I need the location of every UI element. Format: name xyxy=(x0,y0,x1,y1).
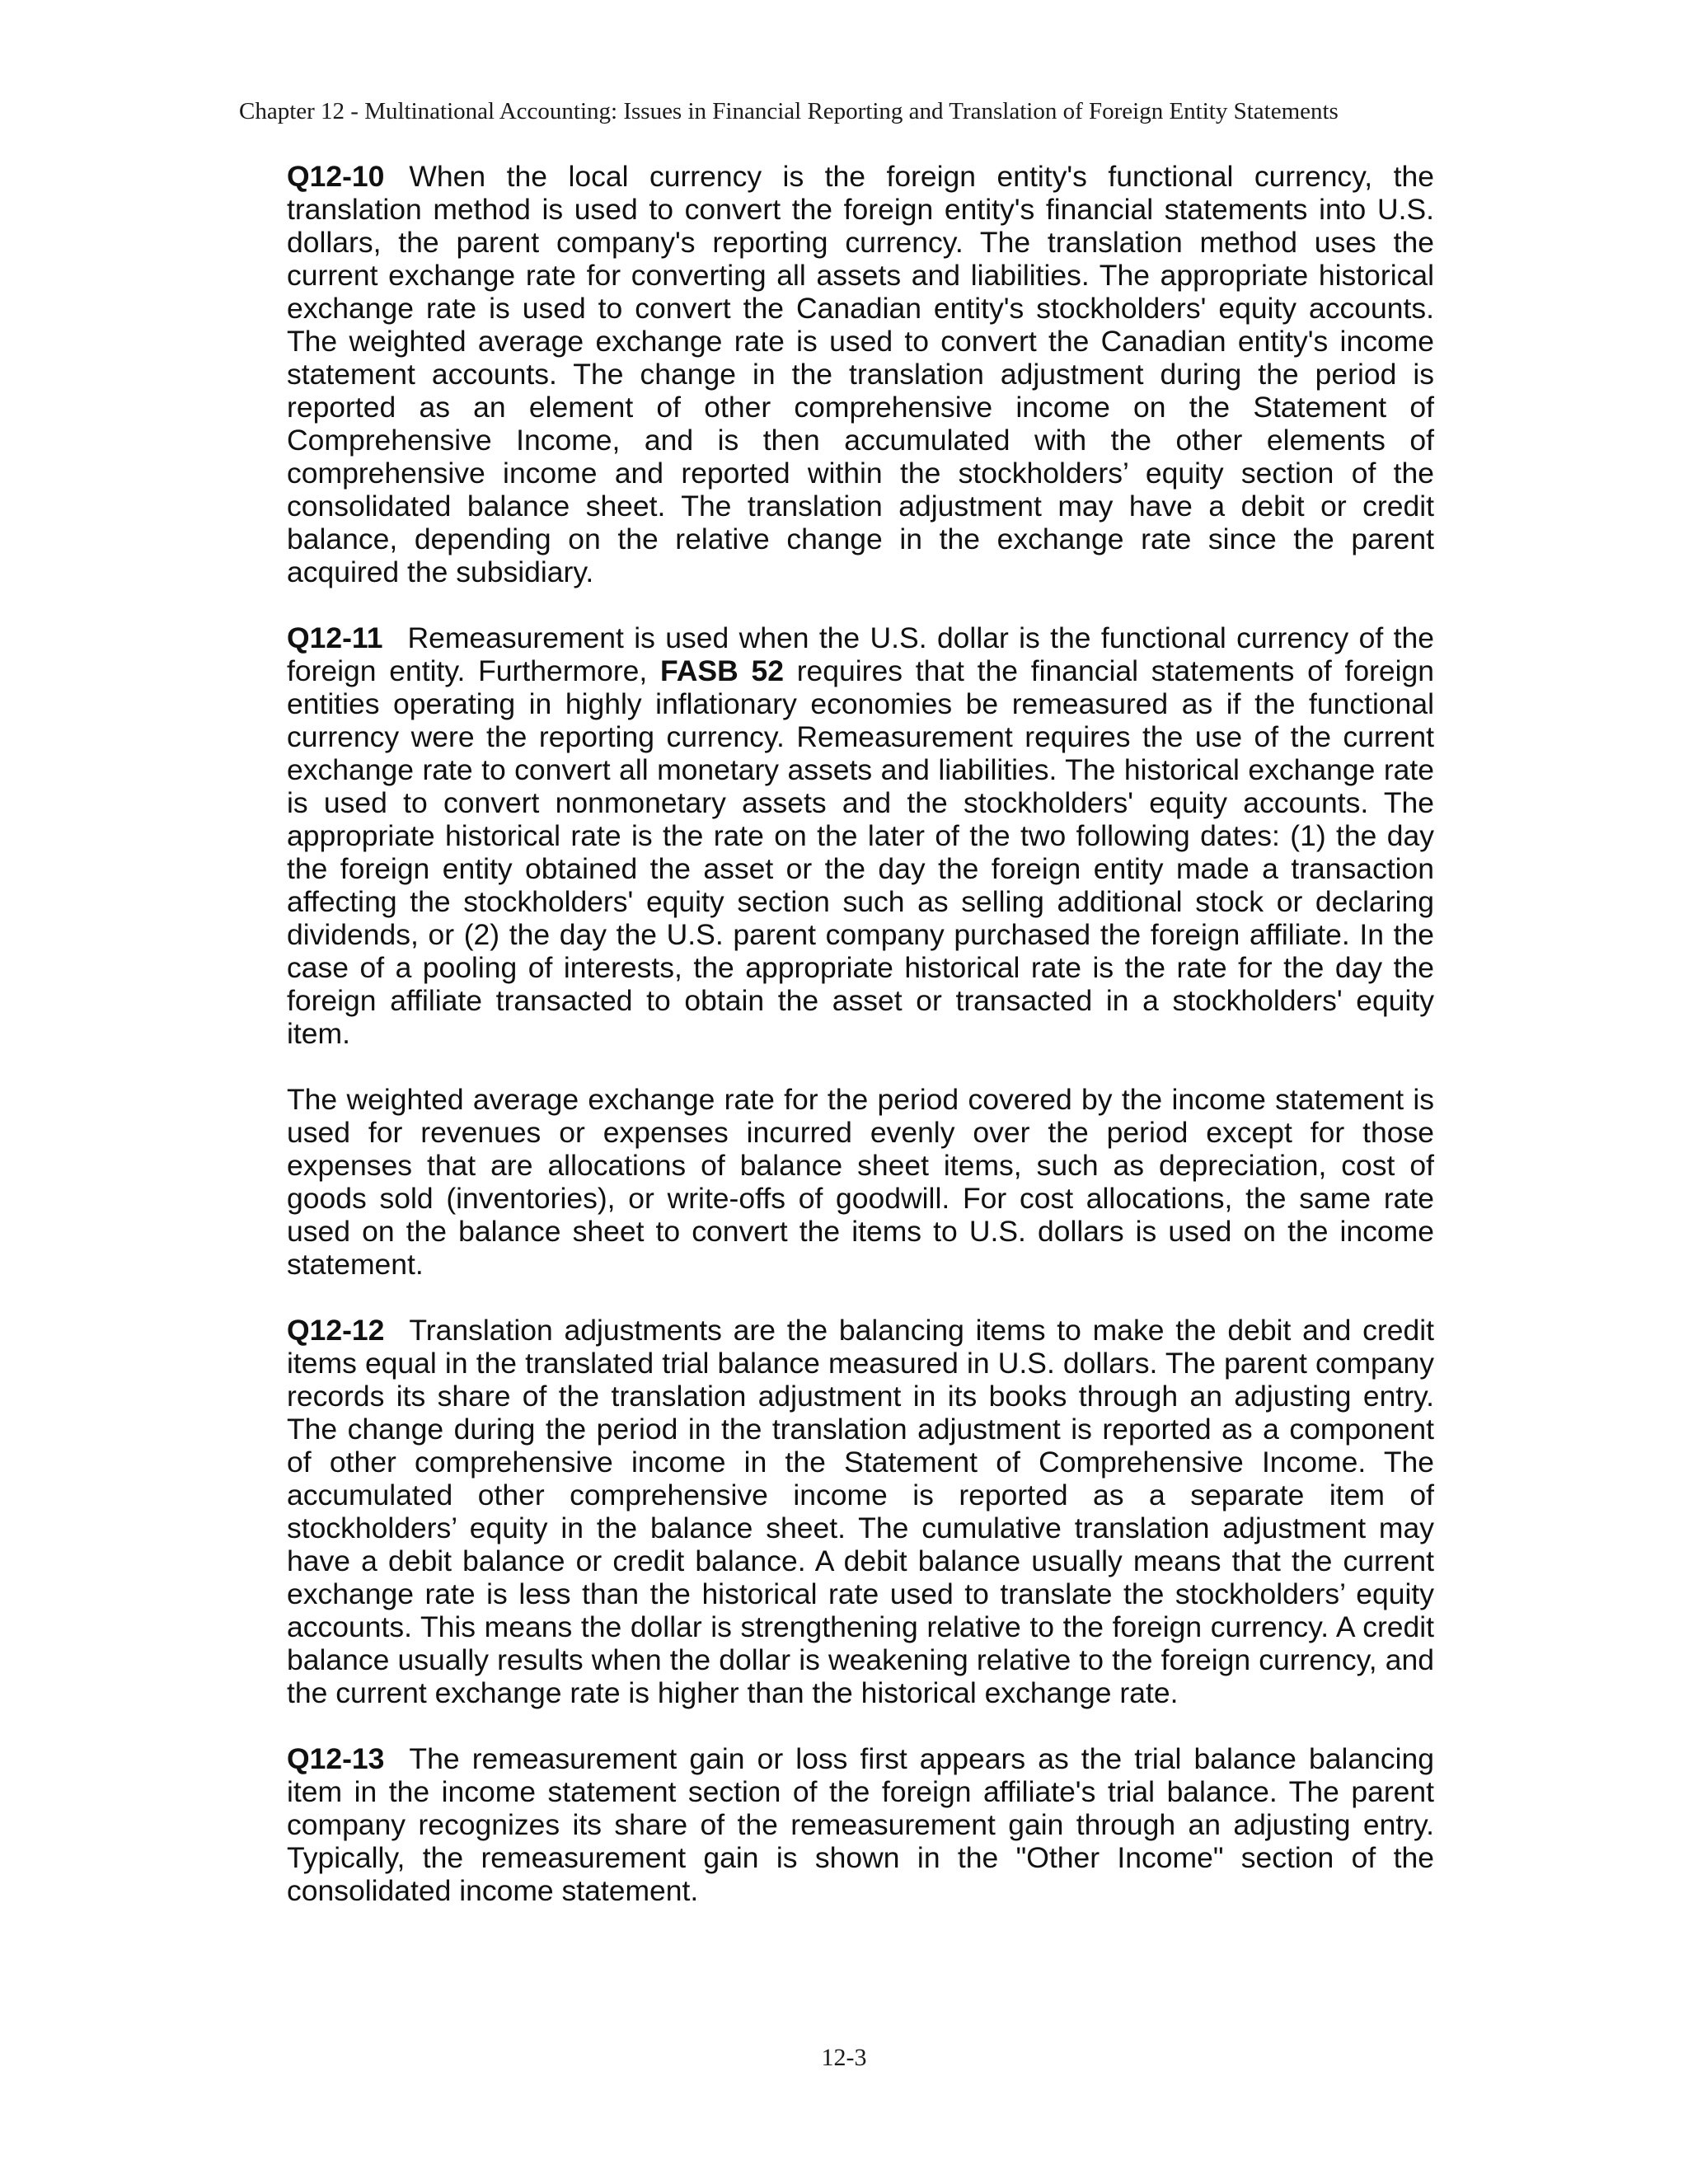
answer-text: The remeasurement gain or loss first appears as the trial balance balancing item in the income statement section of the foreign affiliate's trial balance. The parent company recognizes its share of the remeasurement gain through an adjusting entry. Typically, the remeasurement gain is shown in the "Other Income" section of the consolidated income statement. xyxy=(287,1742,1434,1907)
answer-q12-11 xyxy=(287,621,1434,1050)
page-footer xyxy=(0,2044,1688,2072)
chapter-title: Chapter 12 - Multinational Accounting: Issues in Financial Reporting and Translation of Foreign Entity Statements xyxy=(239,98,1339,124)
answer-q12-13 xyxy=(287,1742,1434,1907)
answer-text-continued: requires that the financial statements of foreign entities operating in highly inflationary economies be remeasured as if the functional currency were the reporting currency. Remeasurement requires the use of the current exchange rate to convert all monetary assets and liabilities. The historical exchange rate is used to convert nonmonetary assets and the stockholders' equity accounts. The appropriate historical rate is the rate on the later of the two following dates: (1) the day the foreign entity obtained the asset or the day the foreign entity made a transaction affecting the stockholders' equity section such as selling additional stock or declaring dividends, or (2) the day the U.S. parent company purchased the foreign affiliate. In the case of a pooling of interests, the appropriate historical rate is the rate for the day the foreign affiliate transacted to obtain the asset or transacted in a stockholders' equity item. xyxy=(287,654,1435,1050)
page-number: 12-3 xyxy=(821,2044,867,2071)
answer-q12-12 xyxy=(287,1314,1434,1709)
answer-text: Remeasurement is used when the U.S. dollar is the functional currency of the foreign entity. Furthermore, xyxy=(287,621,1434,687)
question-label: Q12-10 xyxy=(287,160,385,193)
question-label: Q12-13 xyxy=(287,1742,385,1775)
answer-q12-10 xyxy=(287,160,1434,588)
chapter-header xyxy=(239,97,1434,125)
question-label: Q12-12 xyxy=(287,1314,385,1347)
answer-text: The weighted average exchange rate for the period covered by the income statement is used for revenues or expenses incurred evenly over the period except for those expenses that are allocations of balance sheet items, such as depreciation, cost of goods sold (inventories), or write-offs of goodwill. For cost allocations, the same rate used on the balance sheet to convert the items to U.S. dollars is used on the income statement. xyxy=(287,1083,1434,1281)
answer-text: Translation adjustments are the balancing items to make the debit and credit items equal in the translated trial balance measured in U.S. dollars. The parent company records its share of the translation adjustment in its books through an adjusting entry. The change during the period in the translation adjustment is reported as a component of other comprehensive income in the Statement of Comprehensive Income. The accumulated other comprehensive income is reported as a separate item of stockholders’ equity in the balance sheet. The cumulative translation adjustment may have a debit balance or credit balance. A debit balance usually means that the current exchange rate is less than the historical rate used to translate the stockholders’ equity accounts. This means the dollar is strengthening relative to the foreign currency. A credit balance usually results when the dollar is weakening relative to the foreign currency, and the current exchange rate is higher than the historical exchange rate. xyxy=(287,1314,1434,1709)
fasb-reference: FASB 52 xyxy=(660,654,784,687)
answer-text: When the local currency is the foreign entity's functional currency, the translation method is used to convert the foreign entity's financial statements into U.S. dollars, the parent company's reporting currency. The translation method uses the current exchange rate for converting all assets and liabilities. The appropriate historical exchange rate is used to convert the Canadian entity's stockholders' equity accounts. The weighted average exchange rate is used to convert the Canadian entity's income statement accounts. The change in the translation adjustment during the period is reported as an element of other comprehensive income on the Statement of Comprehensive Income, and is then accumulated with the other elements of comprehensive income and reported within the stockholders’ equity section of the consolidated balance sheet. The translation adjustment may have a debit or credit balance, depending on the relative change in the exchange rate since the parent acquired the subsidiary. xyxy=(287,160,1434,588)
answer-q12-11-continuation xyxy=(287,1083,1434,1281)
question-label: Q12-11 xyxy=(287,621,383,654)
page-content xyxy=(287,160,1434,1940)
